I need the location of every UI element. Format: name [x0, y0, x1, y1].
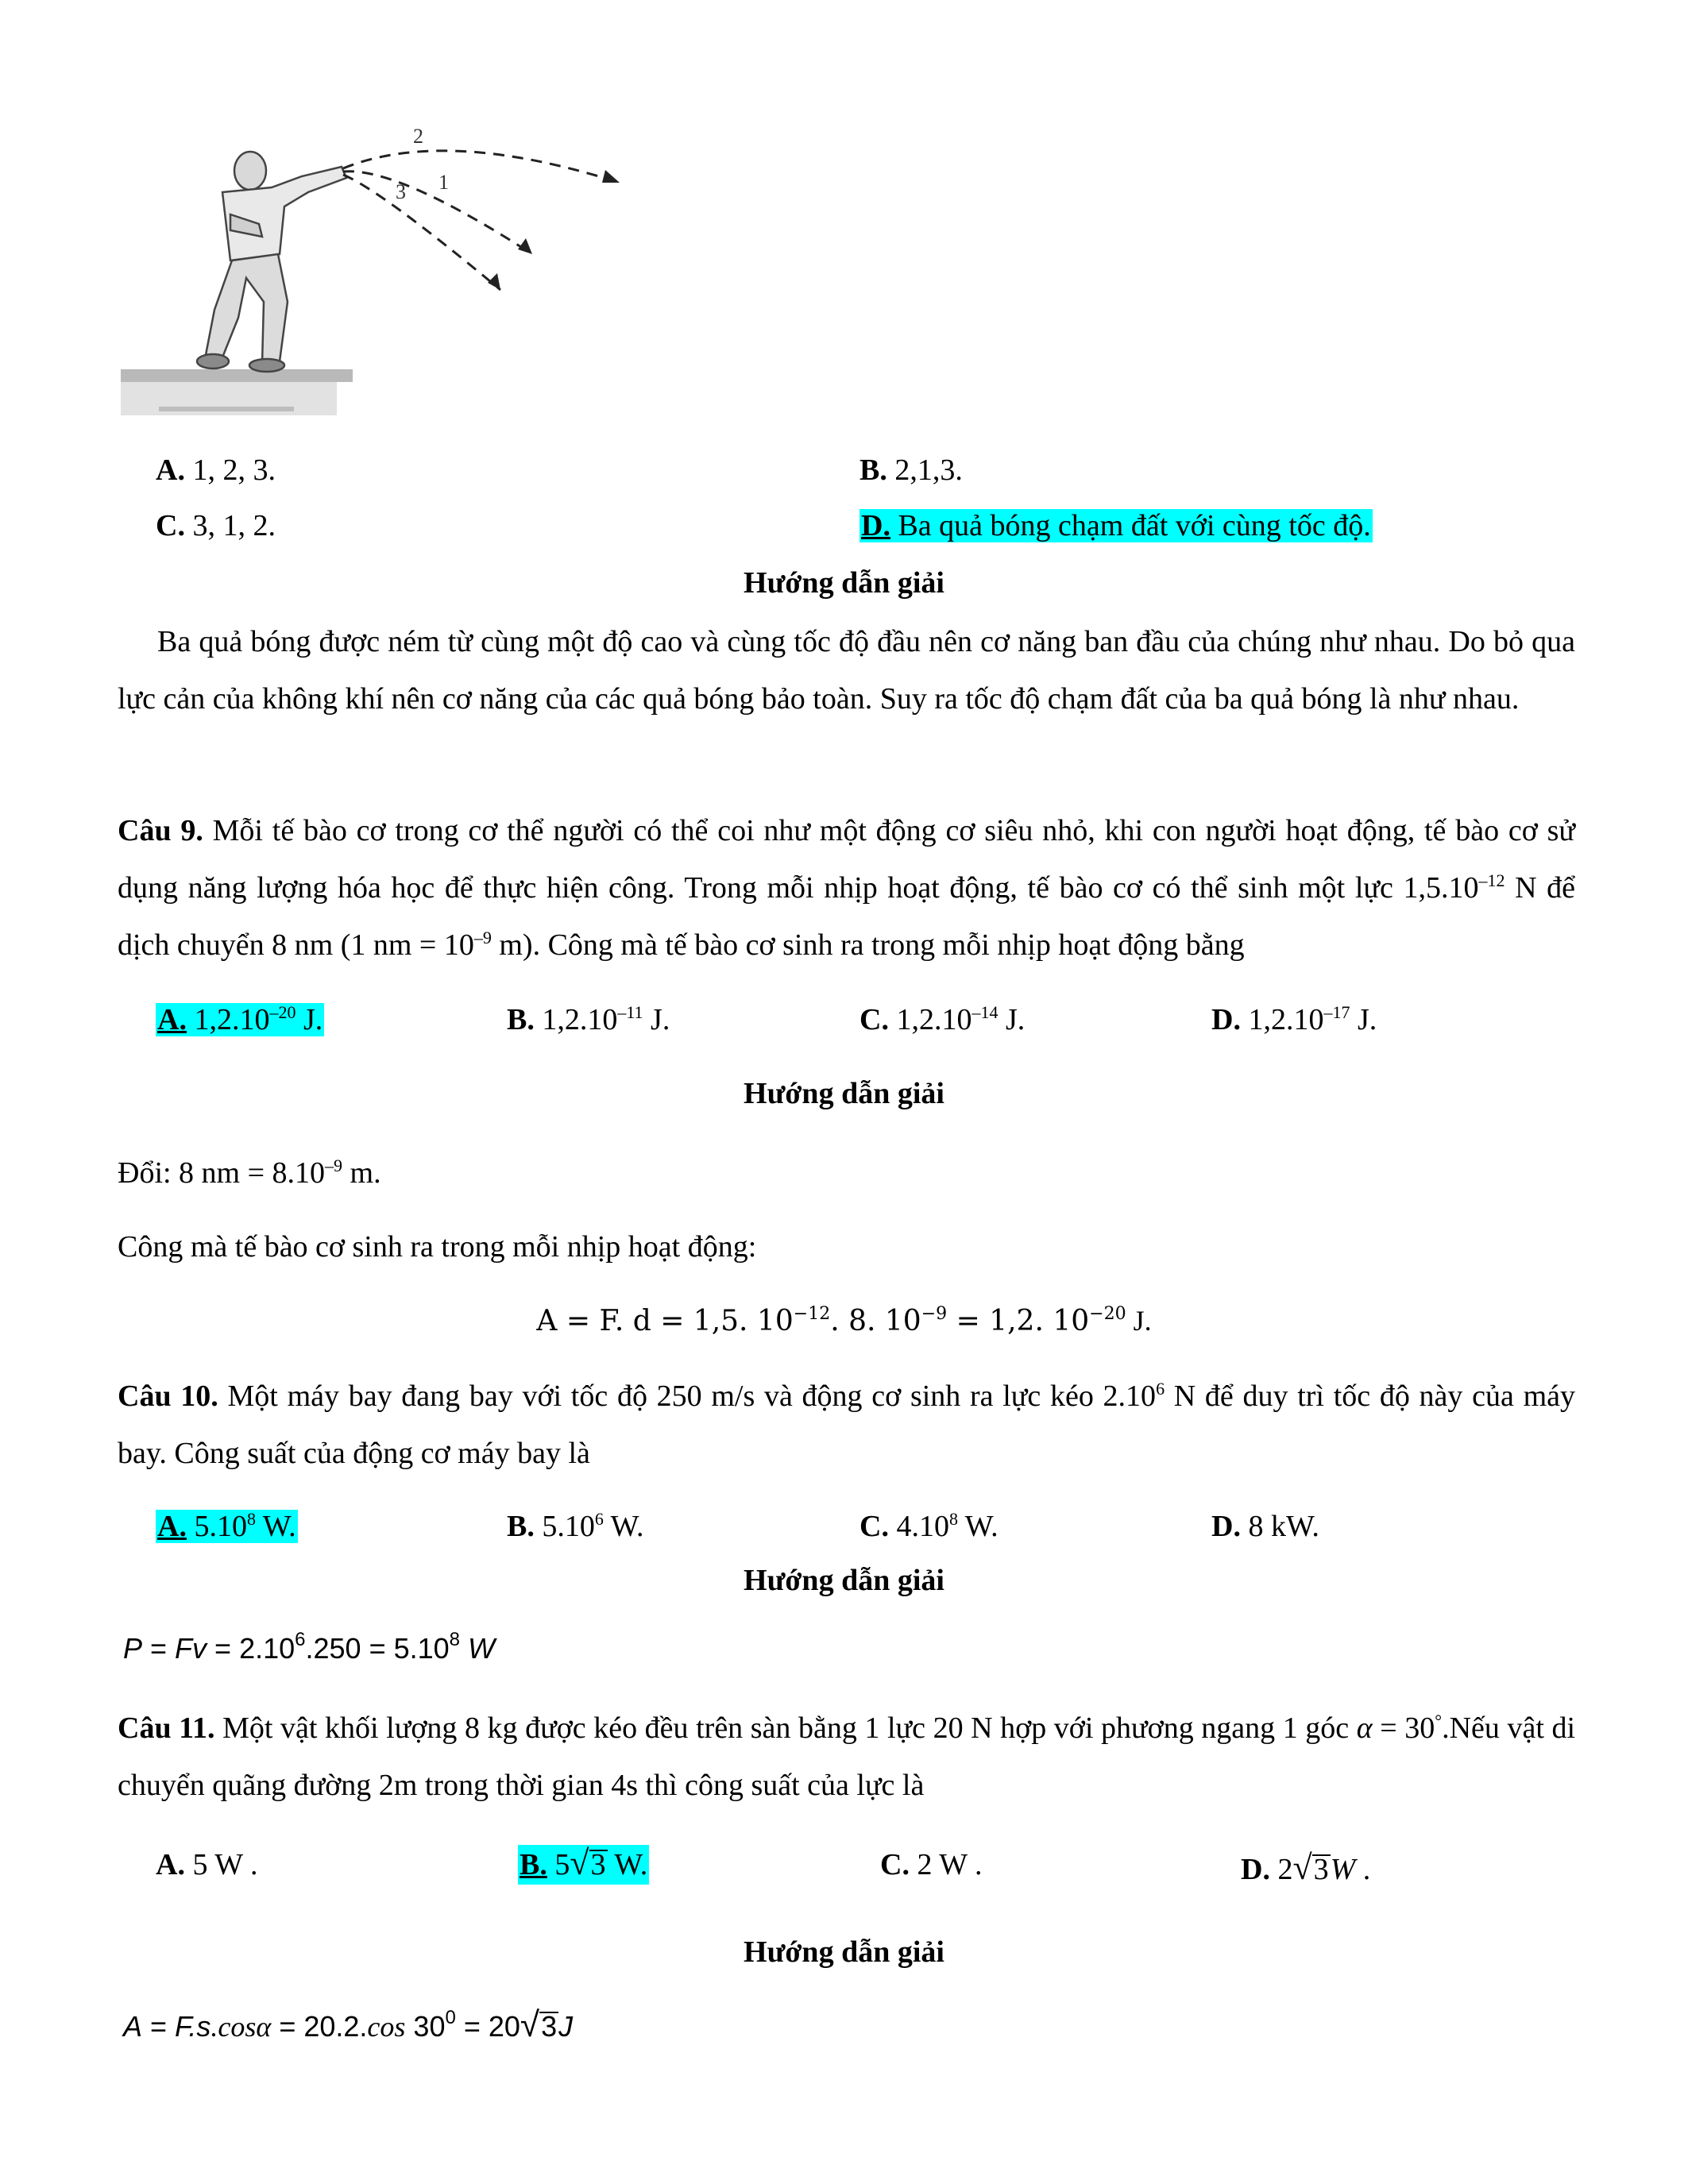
q8-option-b[interactable]: B. 2,1,3. [859, 453, 963, 487]
q9-question: Câu 9. Mỗi tế bào cơ trong cơ thể người có thể coi như một động cơ siêu nhỏ, khi con người hoạt động, tế bào cơ sử dụng năng lượng hóa học để thực hiện công. Trong mỗi nhịp hoạt động, tế bào cơ có thể sinh một lực $1,5.10^{-12}$ N để dịch chuyển 8 nm (1 nm = $10^{-9}$ m). Công mà tế bào cơ sinh ra trong mỗi nhịp hoạt động bằng [118, 814, 1576, 962]
q11-option-b[interactable]: B. 5√3 W. [518, 1843, 649, 1883]
label-1: 1 [438, 171, 449, 194]
q11-question: Câu 11. Một vật khối lượng 8 kg được kéo đều trên sàn bằng 1 lực 20 N hợp với phương ngang 1 góc α = 30°.Nếu vật di chuyển quãng đường 2m trong thời gian 4s thì công suất của lực là [118, 1711, 1576, 1802]
q10-option-d[interactable]: D. 8 kW. [1211, 1510, 1319, 1543]
q8-option-d[interactable]: D. Ba quả bóng chạm đất với cùng tốc độ. [861, 509, 1371, 542]
q9-option-c[interactable]: C. $1,2.10^{-14}$ J. [859, 1002, 1026, 1036]
q8-guide-text: Ba quả bóng được ném từ cùng một độ cao và cùng tốc độ đầu nên cơ năng ban đầu của chúng như nhau. Do bỏ qua lực cản của không khí nên cơ năng của các quả bóng bảo toàn. Suy ra tốc độ chạm đất của ba quả bóng là như nhau. [118, 625, 1575, 716]
q8-guide-title: Hướng dẫn giải [744, 566, 944, 600]
q11-guide-title: Hướng dẫn giải [744, 1935, 944, 1969]
arrowhead-3 [488, 273, 500, 290]
platform-top [121, 369, 353, 382]
q9-formula: A = F. d = 1,5. $10^{-12}$. 8. $10^{-9} = 1,2$. $10^{-20}$ J. [536, 1304, 1152, 1337]
q10-option-a[interactable]: A. 5.10$^8$ W. [157, 1509, 296, 1543]
label-3: 3 [396, 180, 406, 203]
q10-guide-title: Hướng dẫn giải [744, 1564, 944, 1597]
q11-option-a[interactable]: A. 5 W . [156, 1848, 258, 1881]
arrowhead-2 [602, 170, 620, 183]
q8-option-c[interactable]: C. 3, 1, 2. [156, 509, 276, 542]
thrower-person [197, 152, 346, 372]
throw-figure [111, 119, 651, 429]
q10-option-c[interactable]: C. 4.10$^8$ W. [859, 1509, 999, 1543]
q11-option-d[interactable]: D. 2√3W . [1241, 1848, 1371, 1887]
q8-option-a[interactable]: A. 1, 2, 3. [156, 453, 276, 487]
q10-question: Câu 10. Một máy bay đang bay với tốc độ 250 m/s và động cơ sinh ra lực kéo 2.10$^6$ N để duy trì tốc độ này của máy bay. Công suất của động cơ máy bay là [118, 1379, 1576, 1470]
q11-option-c[interactable]: C. 2 W . [880, 1848, 983, 1881]
q10-formula: $P = Fv = 2.10^6.250 = 5.10^8$ W [123, 1629, 496, 1665]
q9-guide-title: Hướng dẫn giải [744, 1077, 944, 1110]
q10-option-b[interactable]: B. 5.10$^6$ W. [507, 1509, 644, 1543]
label-2: 2 [413, 125, 423, 148]
q9-option-a[interactable]: A. $1,2.10^{-20}$ J. [157, 1002, 323, 1036]
q9-option-b[interactable]: B. $1,2.10^{-11}$ J. [507, 1002, 670, 1036]
q9-convert: Đổi: 8 nm = $8.10^{-9}$ m. [118, 1156, 381, 1190]
trajectory-1 [343, 172, 532, 254]
q9-option-d[interactable]: D. $1,2.10^{-17}$ J. [1211, 1002, 1377, 1036]
q9-work-line: Công mà tế bào cơ sinh ra trong mỗi nhịp hoạt động: [118, 1230, 757, 1264]
q11-formula: A = F.s.cosα = 20.2.cos $30^0 = 20√3J$ [123, 2005, 574, 2044]
